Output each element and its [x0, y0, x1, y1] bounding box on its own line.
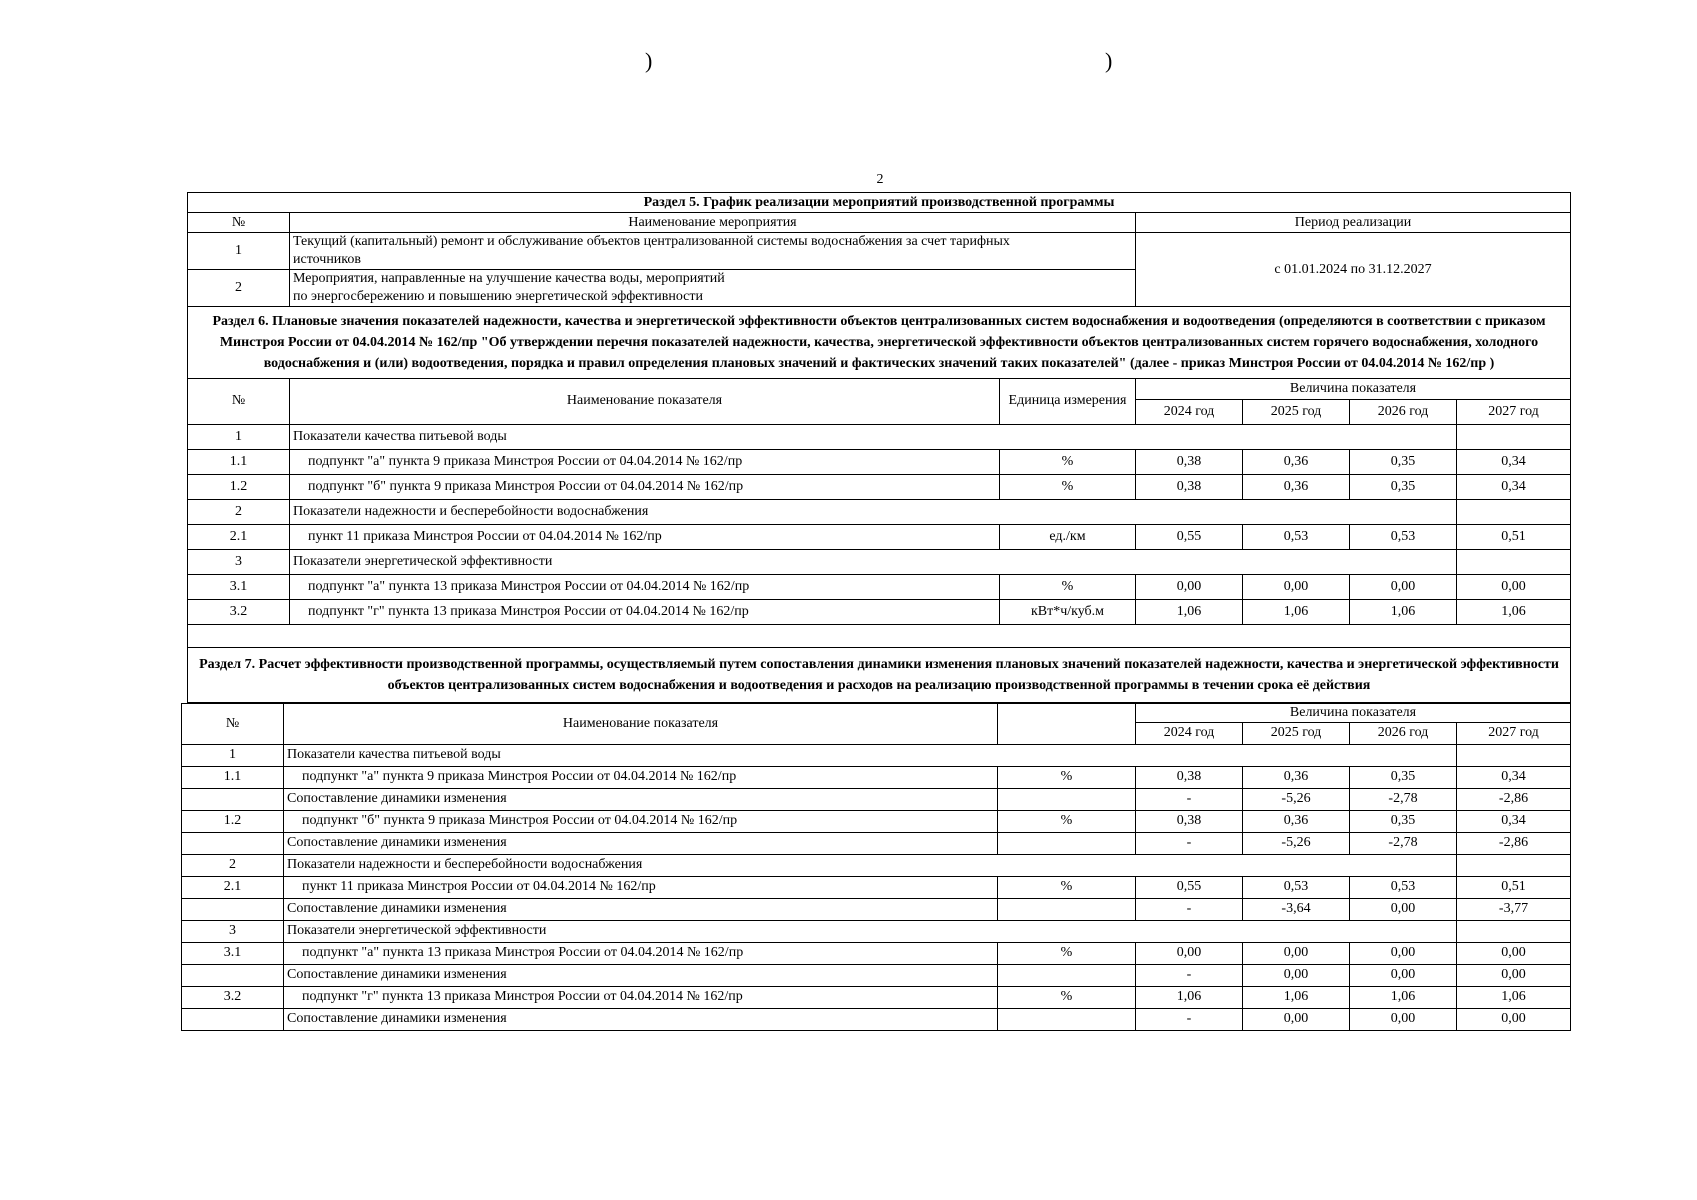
value-cell: -	[1136, 788, 1243, 810]
value-cell: -	[1136, 964, 1243, 986]
value-cell: 0,00	[1457, 574, 1571, 599]
value-cell: 1,06	[1243, 599, 1350, 624]
value-cell: 0,36	[1243, 810, 1350, 832]
section6-table	[187, 379, 1571, 703]
value-cell: 0,55	[1136, 524, 1243, 549]
unit-cell: %	[1000, 474, 1136, 499]
unit-cell: %	[998, 766, 1136, 788]
year-header: 2024 год	[1136, 399, 1243, 424]
group-row	[182, 920, 1571, 942]
col-period: Период реализации	[1136, 213, 1571, 233]
group-row	[188, 424, 1571, 449]
spacer-row	[188, 624, 1571, 647]
row-no: 2	[188, 270, 290, 307]
value-cell: 0,00	[1457, 1008, 1571, 1030]
value-cell: 1,06	[1457, 599, 1571, 624]
section5-title: Раздел 5. График реализации мероприятий производственной программы	[188, 193, 1571, 213]
year-header: 2026 год	[1350, 722, 1457, 744]
unit-cell: %	[1000, 574, 1136, 599]
value-cell: -3,64	[1243, 898, 1350, 920]
value-cell: 0,53	[1350, 524, 1457, 549]
unit-cell: %	[998, 942, 1136, 964]
row-no: 3	[188, 549, 290, 574]
table-row	[182, 832, 1571, 854]
value-cell: 0,51	[1457, 876, 1571, 898]
value-cell: 0,00	[1457, 964, 1571, 986]
value-cell: 0,53	[1243, 524, 1350, 549]
period-value: с 01.01.2024 по 31.12.2027	[1136, 233, 1571, 307]
row-no: 3.2	[182, 986, 284, 1008]
value-cell: -	[1136, 898, 1243, 920]
value-cell: 0,53	[1350, 876, 1457, 898]
row-no: 2.1	[188, 524, 290, 549]
year-header: 2027 год	[1457, 399, 1571, 424]
value-cell: 1,06	[1136, 986, 1243, 1008]
row-no: 1	[188, 233, 290, 270]
table-row	[182, 964, 1571, 986]
col-unit: Единица измерения	[1000, 379, 1136, 424]
empty-cell	[1457, 920, 1571, 942]
value-cell: 0,53	[1243, 876, 1350, 898]
value-cell: 0,38	[1136, 766, 1243, 788]
group-row	[188, 499, 1571, 524]
value-cell: 0,00	[1136, 942, 1243, 964]
indicator-name: подпункт "а" пункта 9 приказа Минстроя России от 04.04.2014 № 162/пр	[290, 449, 1000, 474]
row-no: 1.1	[188, 449, 290, 474]
row-name: Текущий (капитальный) ремонт и обслуживание объектов централизованной системы водоснабжения за счет тарифных источников	[290, 233, 1136, 270]
value-cell: 0,34	[1457, 810, 1571, 832]
table-row	[188, 449, 1571, 474]
col-no: №	[188, 379, 290, 424]
unit-cell: %	[1000, 449, 1136, 474]
value-cell: -	[1136, 832, 1243, 854]
value-cell: 0,00	[1243, 942, 1350, 964]
value-cell: -2,86	[1457, 788, 1571, 810]
group-name: Показатели качества питьевой воды	[284, 744, 1457, 766]
value-cell: 0,34	[1457, 766, 1571, 788]
col-name: Наименование мероприятия	[290, 213, 1136, 233]
group-name: Показатели надежности и бесперебойности водоснабжения	[284, 854, 1457, 876]
unit-cell	[998, 832, 1136, 854]
col-name: Наименование показателя	[284, 703, 998, 744]
value-cell: -	[1136, 1008, 1243, 1030]
empty-cell	[1457, 499, 1571, 524]
section7-title: Раздел 7. Расчет эффективности производственной программы, осуществляемый путем сопоставления динамики изменения плановых значений показателей надежности, качества и энергетической эффективности объектов централизованных систем водоснабжения и водоотведения и расходов на реализацию производственной программы в течении срока её действия	[188, 647, 1571, 702]
value-cell: 0,00	[1350, 942, 1457, 964]
value-cell: 0,36	[1243, 474, 1350, 499]
group-row	[188, 549, 1571, 574]
indicator-name: подпункт "б" пункта 9 приказа Минстроя России от 04.04.2014 № 162/пр	[290, 474, 1000, 499]
col-unit	[998, 703, 1136, 744]
indicator-name: Сопоставление динамики изменения	[284, 964, 998, 986]
col-no: №	[188, 213, 290, 233]
unit-cell	[998, 788, 1136, 810]
empty-cell	[1457, 424, 1571, 449]
row-no: 3.2	[188, 599, 290, 624]
value-cell: 0,51	[1457, 524, 1571, 549]
year-header: 2025 год	[1243, 722, 1350, 744]
group-name: Показатели качества питьевой воды	[290, 424, 1457, 449]
col-name: Наименование показателя	[290, 379, 1000, 424]
indicator-name: пункт 11 приказа Минстроя России от 04.04.2014 № 162/пр	[290, 524, 1000, 549]
year-header: 2026 год	[1350, 399, 1457, 424]
value-cell: 0,00	[1243, 574, 1350, 599]
year-header: 2024 год	[1136, 722, 1243, 744]
unit-cell	[998, 898, 1136, 920]
group-row	[182, 854, 1571, 876]
indicator-name: Сопоставление динамики изменения	[284, 1008, 998, 1030]
table-row	[182, 986, 1571, 1008]
group-row	[182, 744, 1571, 766]
value-cell: 0,34	[1457, 474, 1571, 499]
row-name: Мероприятия, направленные на улучшение качества воды, мероприятий по энергосбережению и повышению энергетической эффективности	[290, 270, 1136, 307]
value-cell: 1,06	[1350, 986, 1457, 1008]
section6-title: Раздел 6. Плановые значения показателей надежности, качества и энергетической эффективности объектов централизованных систем водоснабжения и водоотведения (определяются в соответствии с приказом Минстроя России от 04.04.2014 № 162/пр "Об утверждении перечня показателей надежности, качества, энергетической эффективности объектов централизованных систем горячего водоснабжения, холодного водоснабжения и (или) водоотведения, порядка и правил определения плановых значений и фактических значений таких показателей" (далее - приказ Минстроя России от 04.04.2014 № 162/пр )	[188, 307, 1571, 379]
row-no: 2.1	[182, 876, 284, 898]
indicator-name: подпункт "б" пункта 9 приказа Минстроя России от 04.04.2014 № 162/пр	[284, 810, 998, 832]
table-row	[188, 524, 1571, 549]
year-header: 2025 год	[1243, 399, 1350, 424]
margin-mark: )	[1105, 48, 1113, 73]
table-row	[182, 766, 1571, 788]
unit-cell: кВт*ч/куб.м	[1000, 599, 1136, 624]
indicator-name: подпункт "г" пункта 13 приказа Минстроя России от 04.04.2014 № 162/пр	[290, 599, 1000, 624]
value-cell: 1,06	[1136, 599, 1243, 624]
indicator-name: подпункт "а" пункта 13 приказа Минстроя России от 04.04.2014 № 162/пр	[284, 942, 998, 964]
row-no: 2	[188, 499, 290, 524]
indicator-name: подпункт "г" пункта 13 приказа Минстроя России от 04.04.2014 № 162/пр	[284, 986, 998, 1008]
table-row	[182, 876, 1571, 898]
value-cell: 0,00	[1350, 898, 1457, 920]
row-no: 2	[182, 854, 284, 876]
unit-cell	[998, 964, 1136, 986]
row-no	[182, 832, 284, 854]
empty-cell	[1457, 549, 1571, 574]
row-no: 3	[182, 920, 284, 942]
indicator-name: Сопоставление динамики изменения	[284, 788, 998, 810]
indicator-name: Сопоставление динамики изменения	[284, 898, 998, 920]
value-cell: 0,34	[1457, 449, 1571, 474]
indicator-name: подпункт "а" пункта 13 приказа Минстроя России от 04.04.2014 № 162/пр	[290, 574, 1000, 599]
unit-cell: %	[998, 810, 1136, 832]
unit-cell: %	[998, 986, 1136, 1008]
row-no: 3.1	[188, 574, 290, 599]
indicator-name: подпункт "а" пункта 9 приказа Минстроя России от 04.04.2014 № 162/пр	[284, 766, 998, 788]
value-cell: 0,35	[1350, 474, 1457, 499]
table-row	[182, 898, 1571, 920]
value-cell: -5,26	[1243, 832, 1350, 854]
value-cell: 0,36	[1243, 449, 1350, 474]
value-cell: 1,06	[1350, 599, 1457, 624]
value-cell: 0,00	[1350, 1008, 1457, 1030]
value-cell: -3,77	[1457, 898, 1571, 920]
group-name: Показатели энергетической эффективности	[284, 920, 1457, 942]
unit-cell	[998, 1008, 1136, 1030]
col-value: Величина показателя	[1136, 703, 1571, 722]
value-cell: 0,00	[1243, 964, 1350, 986]
value-cell: 0,38	[1136, 474, 1243, 499]
unit-cell: ед./км	[1000, 524, 1136, 549]
value-cell: 0,55	[1136, 876, 1243, 898]
value-cell: -5,26	[1243, 788, 1350, 810]
value-cell: 0,38	[1136, 449, 1243, 474]
value-cell: 1,06	[1457, 986, 1571, 1008]
value-cell: 0,36	[1243, 766, 1350, 788]
section5-table	[187, 192, 1571, 379]
value-cell: 0,00	[1350, 574, 1457, 599]
value-cell: 0,38	[1136, 810, 1243, 832]
section5	[187, 192, 1571, 1031]
section7-table	[181, 703, 1571, 1031]
value-cell: 1,06	[1243, 986, 1350, 1008]
empty-cell	[1457, 854, 1571, 876]
value-cell: 0,00	[1457, 942, 1571, 964]
empty-cell	[1457, 744, 1571, 766]
value-cell: 0,00	[1243, 1008, 1350, 1030]
page-number: 2	[876, 172, 884, 187]
value-cell: 0,35	[1350, 449, 1457, 474]
row-no	[182, 788, 284, 810]
indicator-name: пункт 11 приказа Минстроя России от 04.04.2014 № 162/пр	[284, 876, 998, 898]
row-no	[182, 898, 284, 920]
value-cell: 0,35	[1350, 766, 1457, 788]
table-row	[188, 474, 1571, 499]
value-cell: 0,00	[1350, 964, 1457, 986]
col-value: Величина показателя	[1136, 379, 1571, 399]
group-name: Показатели надежности и бесперебойности водоснабжения	[290, 499, 1457, 524]
group-name: Показатели энергетической эффективности	[290, 549, 1457, 574]
indicator-name: Сопоставление динамики изменения	[284, 832, 998, 854]
row-no: 1	[182, 744, 284, 766]
value-cell: 0,35	[1350, 810, 1457, 832]
col-no: №	[182, 703, 284, 744]
table-row	[182, 810, 1571, 832]
table-row	[188, 574, 1571, 599]
row-no: 1	[188, 424, 290, 449]
row-no: 3.1	[182, 942, 284, 964]
margin-mark: )	[645, 48, 653, 73]
row-no	[182, 1008, 284, 1030]
table-row	[182, 942, 1571, 964]
row-no: 1.2	[188, 474, 290, 499]
row-no: 1.1	[182, 766, 284, 788]
table-row	[182, 1008, 1571, 1030]
value-cell: -2,78	[1350, 832, 1457, 854]
row-no: 1.2	[182, 810, 284, 832]
row-no	[182, 964, 284, 986]
value-cell: -2,86	[1457, 832, 1571, 854]
value-cell: -2,78	[1350, 788, 1457, 810]
year-header: 2027 год	[1457, 722, 1571, 744]
unit-cell: %	[998, 876, 1136, 898]
table-row	[182, 788, 1571, 810]
value-cell: 0,00	[1136, 574, 1243, 599]
table-row	[188, 599, 1571, 624]
